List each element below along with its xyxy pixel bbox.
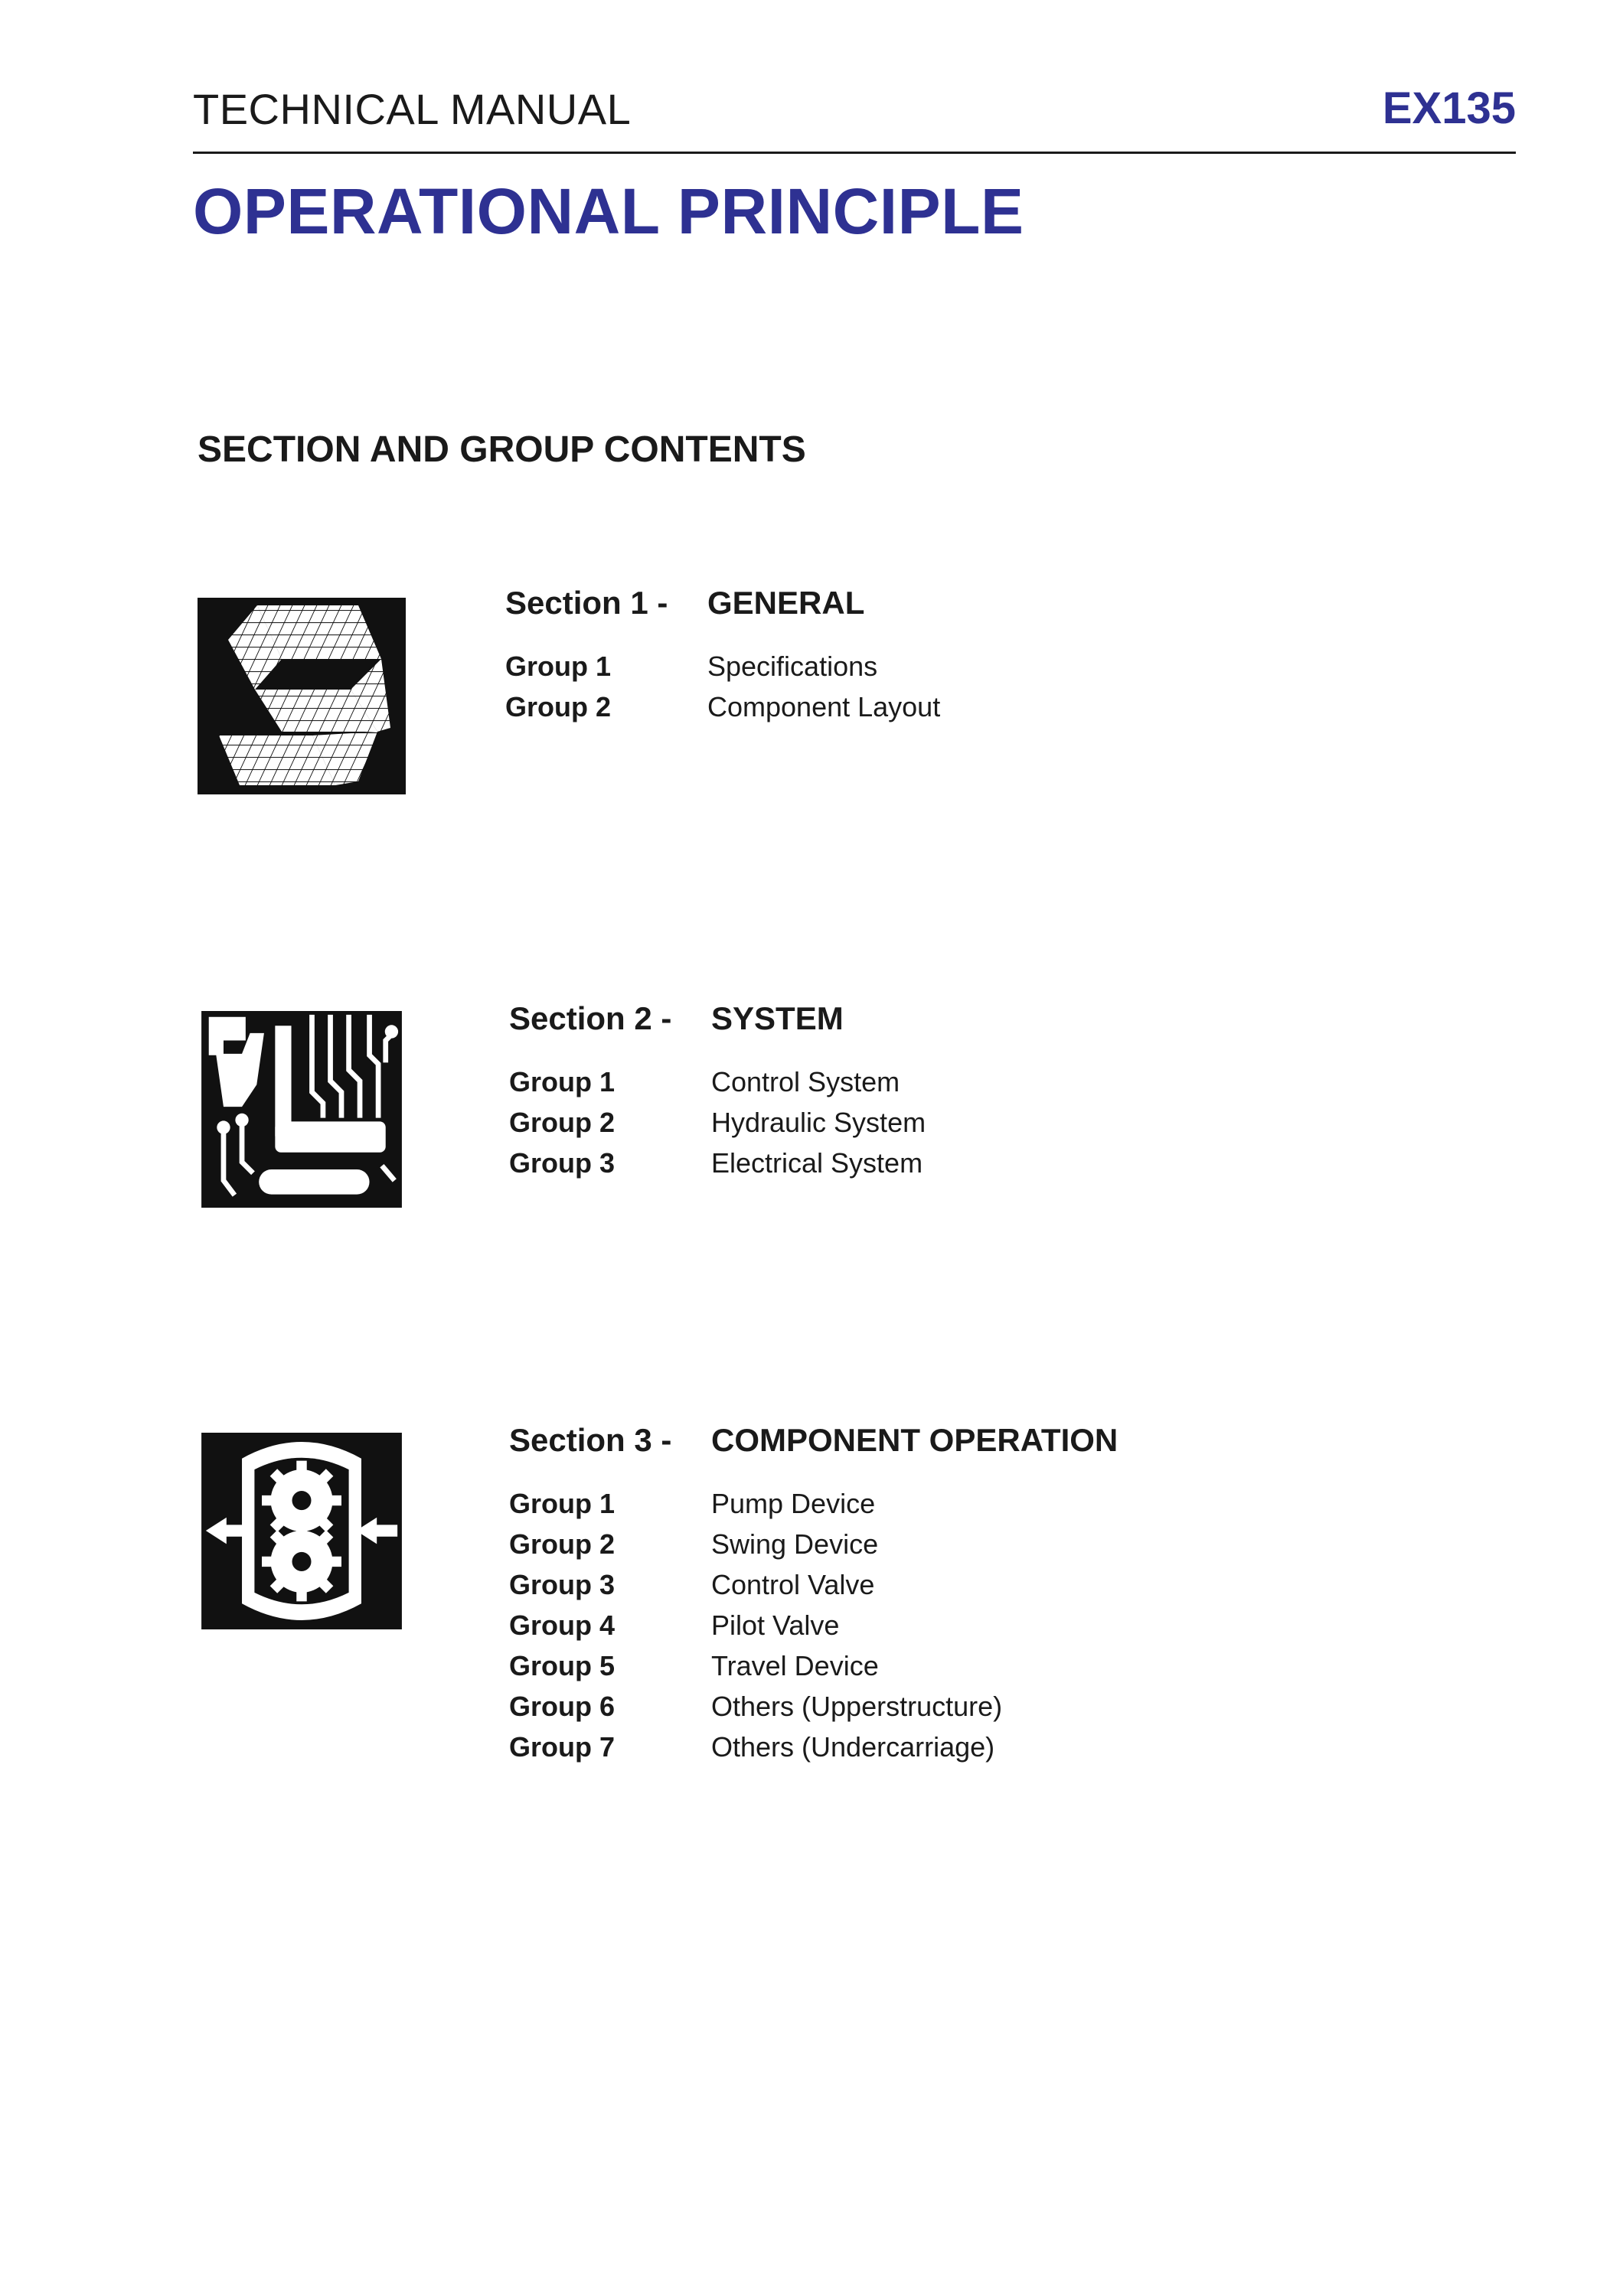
section-1 (505, 585, 940, 732)
group-label: Group 7 (509, 1731, 616, 1763)
group-name: Swing Device (711, 1528, 879, 1560)
group-label: Group 2 (509, 1528, 616, 1560)
group-name: Control System (711, 1066, 900, 1097)
group-name: Electrical System (711, 1147, 923, 1179)
group-label: Group 2 (505, 691, 612, 722)
group-label: Group 1 (509, 1488, 616, 1519)
section-2-label: Section 2 - (509, 1000, 672, 1036)
group-label: Group 1 (509, 1066, 616, 1097)
group-name: Pump Device (711, 1488, 876, 1519)
section-3 (509, 1422, 1118, 1772)
group-name: Others (Undercarriage) (711, 1731, 995, 1763)
gear-pump-icon (198, 1433, 406, 1629)
contents-heading: SECTION AND GROUP CONTENTS (198, 429, 806, 470)
group-name: Control Valve (711, 1569, 875, 1600)
group-label: Group 1 (505, 651, 612, 682)
group-label: Group 5 (509, 1650, 616, 1681)
section-1-label: Section 1 - (505, 585, 668, 621)
group-row (509, 1147, 926, 1188)
group-row (509, 1066, 926, 1107)
group-row (505, 691, 940, 732)
group-name: Specifications (707, 651, 878, 682)
section-2-name: SYSTEM (711, 1000, 844, 1036)
group-name: Others (Upperstructure) (711, 1691, 1003, 1722)
group-row (509, 1650, 1118, 1691)
group-row (509, 1569, 1118, 1609)
header-title: TECHNICAL MANUAL (193, 85, 632, 133)
model-number: EX135 (1382, 83, 1516, 133)
group-row (509, 1107, 926, 1147)
page-title: OPERATIONAL PRINCIPLE (193, 175, 1024, 247)
specifications-s-cube-icon (198, 598, 406, 794)
group-row (509, 1609, 1118, 1650)
group-name: Hydraulic System (711, 1107, 926, 1138)
group-label: Group 2 (509, 1107, 616, 1138)
section-3-name: COMPONENT OPERATION (711, 1422, 1118, 1458)
group-row (509, 1528, 1118, 1569)
group-row (509, 1731, 1118, 1772)
section-1-name: GENERAL (707, 585, 865, 621)
group-name: Component Layout (707, 691, 941, 722)
group-name: Pilot Valve (711, 1609, 840, 1641)
group-row (505, 651, 940, 691)
section-2 (509, 1000, 926, 1188)
group-label: Group 4 (509, 1609, 616, 1641)
group-name: Travel Device (711, 1650, 879, 1681)
section-3-label: Section 3 - (509, 1422, 672, 1458)
group-row (509, 1691, 1118, 1731)
group-label: Group 3 (509, 1569, 616, 1600)
excavator-circuit-icon (198, 1011, 406, 1208)
group-row (509, 1488, 1118, 1528)
header-divider (193, 152, 1516, 154)
group-label: Group 3 (509, 1147, 616, 1179)
group-label: Group 6 (509, 1691, 616, 1722)
